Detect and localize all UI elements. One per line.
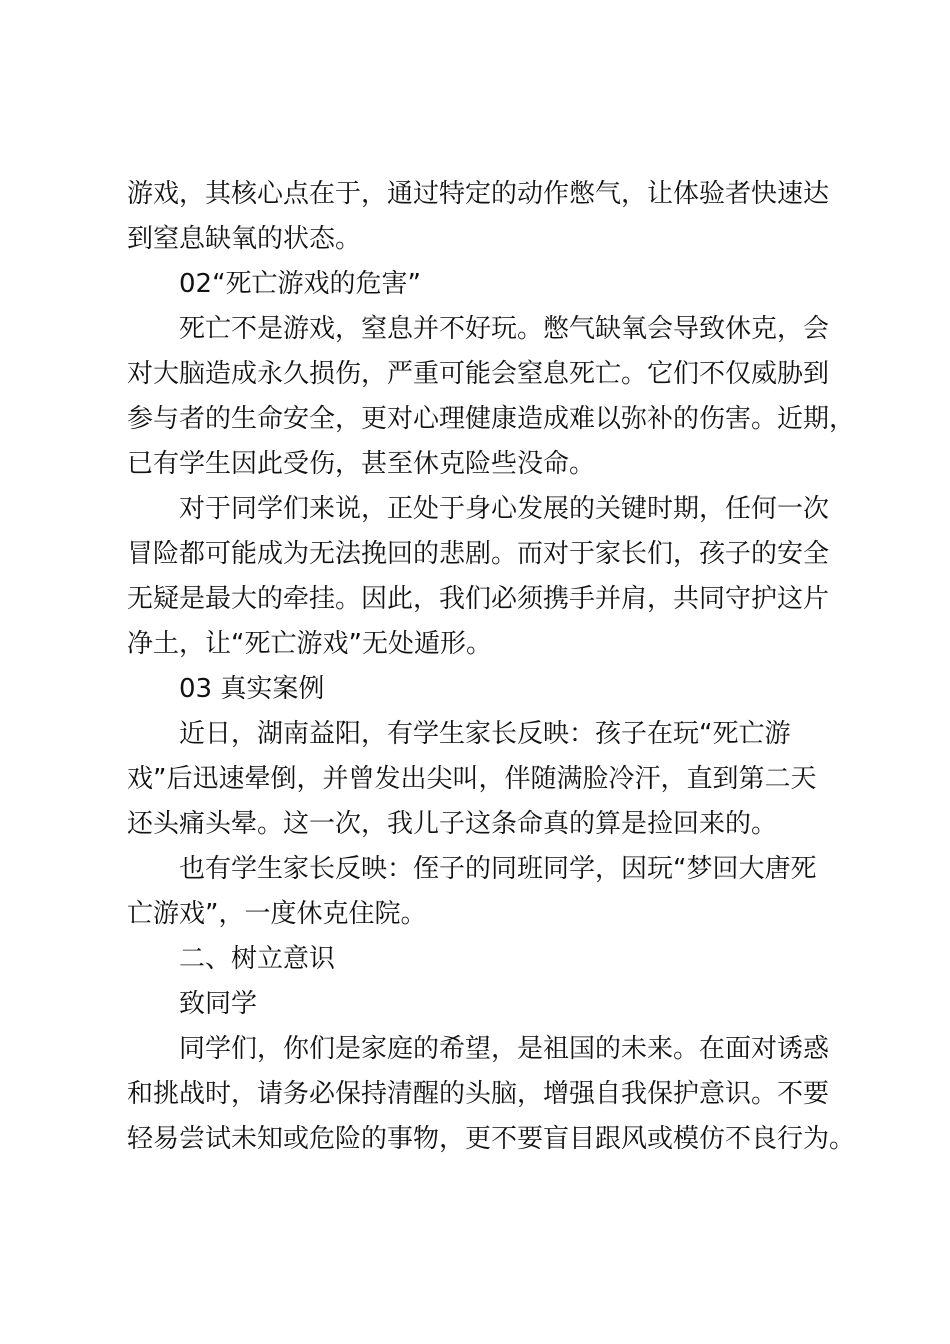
text-line: 轻易尝试未知或危险的事物，更不要盲目跟风或模仿不良行为。 [127,1124,856,1154]
text-line: 冒险都可能成为无法挽回的悲剧。而对于家长们，孩子的安全 [127,539,830,569]
text-line: 对大脑造成永久损伤，严重可能会窒息死亡。它们不仅威胁到 [127,359,830,389]
text-line: 近日，湖南益阳，有学生家长反映：孩子在玩“死亡游 [179,719,791,749]
text-line: 同学们，你们是家庭的希望，是祖国的未来。在面对诱惑 [179,1034,830,1064]
text-line: 已有学生因此受伤，甚至休克险些没命。 [127,449,596,479]
section-heading: 03 真实案例 [179,674,325,704]
text-line: 对于同学们来说，正处于身心发展的关键时期，任何一次 [179,494,830,524]
body-text [127,172,856,1162]
text-line: 还头痛头晕。这一次，我儿子这条命真的算是捡回来的。 [127,809,778,839]
text-line: 参与者的生命安全，更对心理健康造成难以弥补的伤害。近期， [127,404,856,434]
text-line: 和挑战时，请务必保持清醒的头脑，增强自我保护意识。不要 [127,1079,830,1109]
text-line: 亡游戏”，一度休克住院。 [127,899,427,929]
text-line: 净土，让“死亡游戏”无处遁形。 [127,629,492,659]
subsection-heading: 致同学 [179,989,258,1019]
section-heading: 02“死亡游戏的危害” [179,269,422,299]
text-line: 戏”后迅速晕倒，并曾发出尖叫，伴随满脸冷汗，直到第二天 [127,764,817,794]
text-line: 到窒息缺氧的状态。 [127,224,362,254]
text-line: 无疑是最大的牵挂。因此，我们必须携手并肩，共同守护这片 [127,584,830,614]
text-line: 也有学生家长反映：侄子的同班同学，因玩“梦回大唐死 [179,854,817,884]
text-line: 游戏，其核心点在于，通过特定的动作憋气，让体验者快速达 [127,179,830,209]
section-heading: 二、树立意识 [179,944,336,974]
text-line: 死亡不是游戏，窒息并不好玩。憋气缺氧会导致休克，会 [179,314,830,344]
